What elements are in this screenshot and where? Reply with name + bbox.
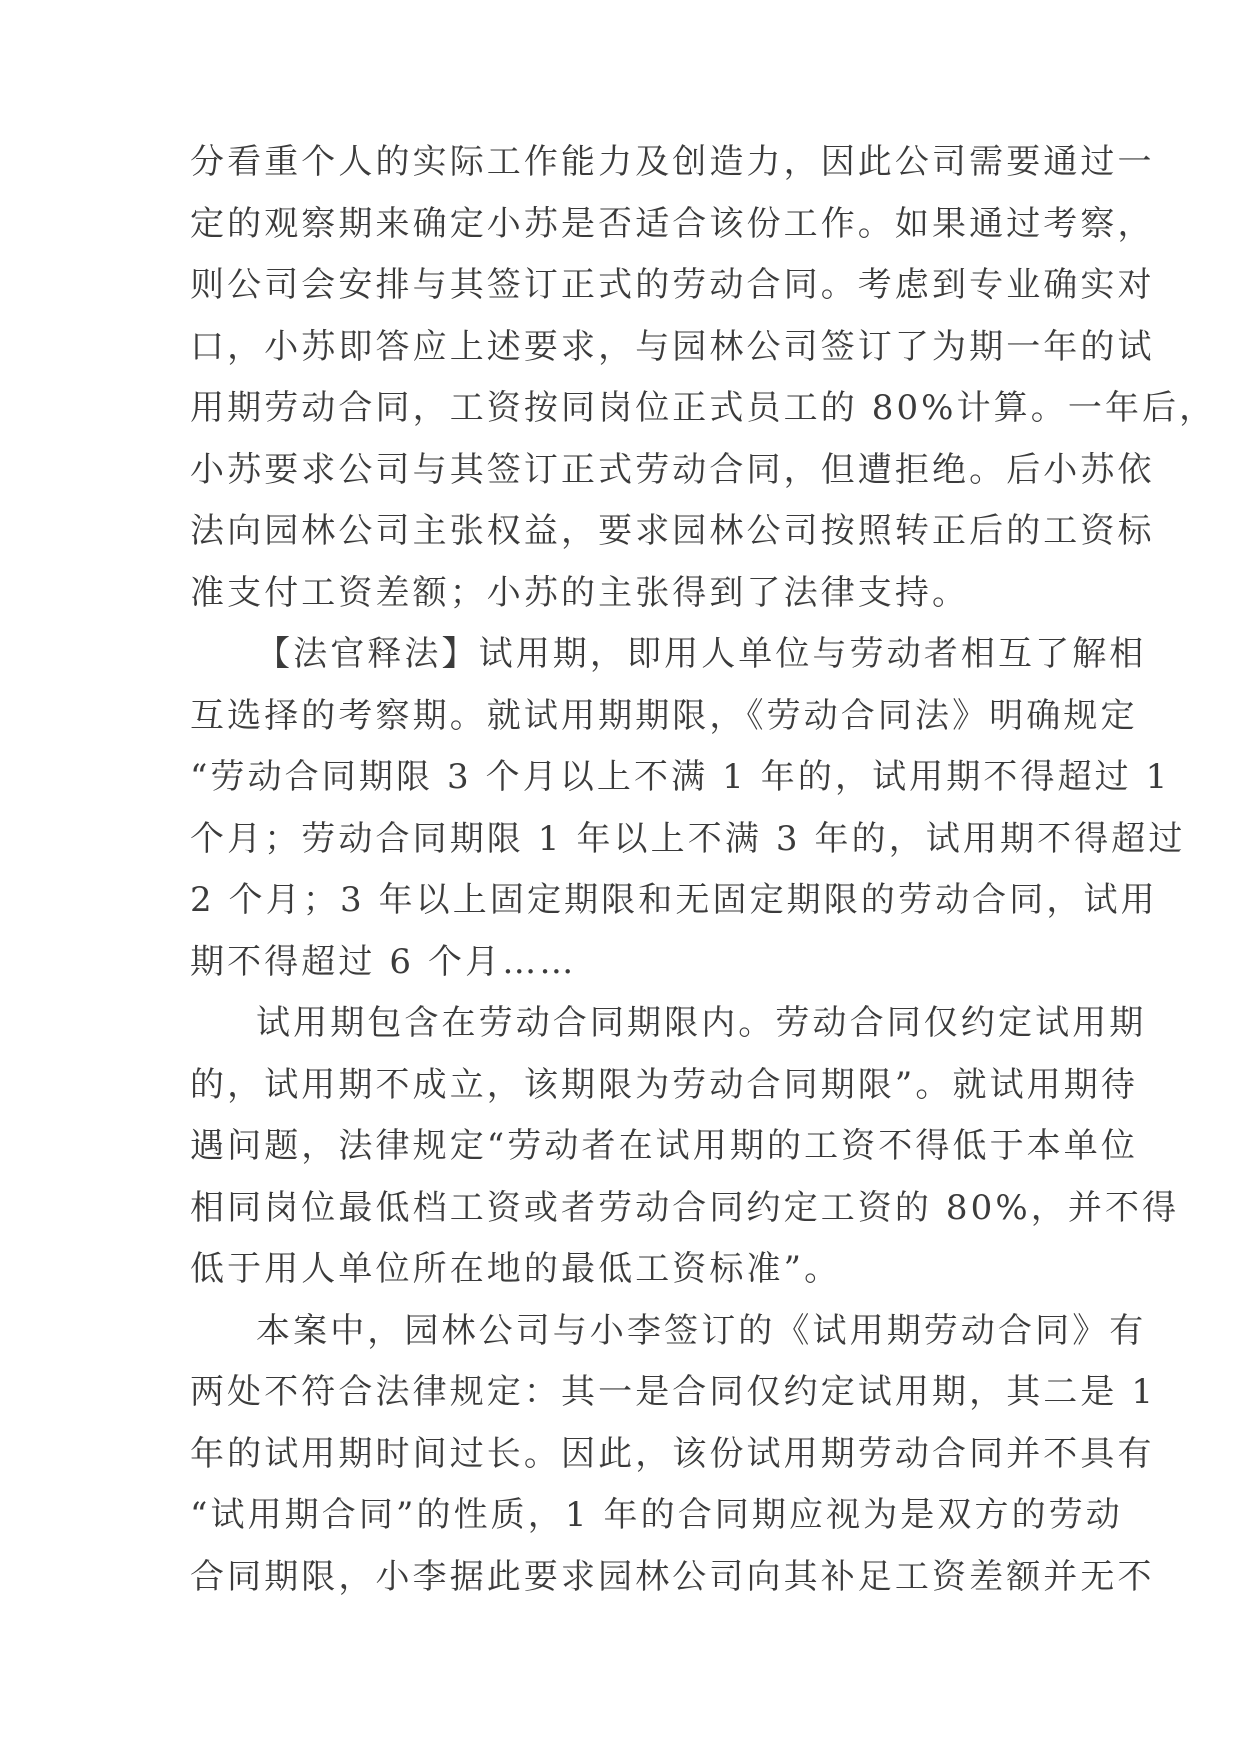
paragraph-start-line: 试用期包含在劳动合同期限内。劳动合同仅约定试用期 [256,1003,1147,1043]
text-line: 低于用人单位所在地的最低工资标准”。 [190,1249,842,1289]
text-line: 定的观察期来确定小苏是否适合该份工作。如果通过考察， [190,203,1155,244]
text-line: 两处不符合法律规定：其一是合同仅约定试用期，其二是 1 [190,1372,1157,1412]
text-line: 年的试用期时间过长。因此，该份试用期劳动合同并不具有 [190,1433,1155,1474]
text-line: “劳动合同期限 3 个月以上不满 1 年的，试用期不得超过 1 [190,757,1171,797]
text-line: 期不得超过 6 个月…… [190,941,577,982]
text-line: 的，试用期不成立，该期限为劳动合同期限”。就试用期待 [190,1064,1138,1105]
text-line: 用期劳动合同，工资按同岗位正式员工的 80%计算。一年后， [190,388,1217,428]
text-line: 遇问题，法律规定“劳动者在试用期的工资不得低于本单位 [190,1126,1138,1166]
body-text [190,132,1217,1608]
text-line: 相同岗位最低档工资或者劳动合同约定工资的 80%，并不得 [190,1187,1180,1228]
text-line: 2 个月；3 年以上固定期限和无固定期限的劳动合同，试用 [190,880,1158,920]
text-line: 则公司会安排与其签订正式的劳动合同。考虑到专业确实对 [190,265,1155,305]
text-line: 小苏要求公司与其签订正式劳动合同，但遭拒绝。后小苏依 [190,449,1155,490]
text-line: 分看重个人的实际工作能力及创造力，因此公司需要通过一 [190,142,1155,182]
paragraph-start-line: 【法官释法】试用期，即用人单位与劳动者相互了解相 [256,634,1147,674]
text-line: 合同期限，小李据此要求园林公司向其补足工资差额并无不 [190,1556,1155,1597]
text-line: “试用期合同”的性质，1 年的合同期应视为是双方的劳动 [190,1495,1123,1535]
text-line: 法向园林公司主张权益，要求园林公司按照转正后的工资标 [190,511,1155,551]
text-line: 口，小苏即答应上述要求，与园林公司签订了为期一年的试 [190,326,1155,367]
text-line: 准支付工资差额；小苏的主张得到了法律支持。 [190,572,970,613]
text-line: 个月；劳动合同期限 1 年以上不满 3 年的，试用期不得超过 [190,818,1186,859]
paragraph-start-line: 本案中，园林公司与小李签订的《试用期劳动合同》有 [256,1310,1147,1351]
text-line: 互选择的考察期。就试用期期限，《劳动合同法》明确规定 [190,695,1138,736]
